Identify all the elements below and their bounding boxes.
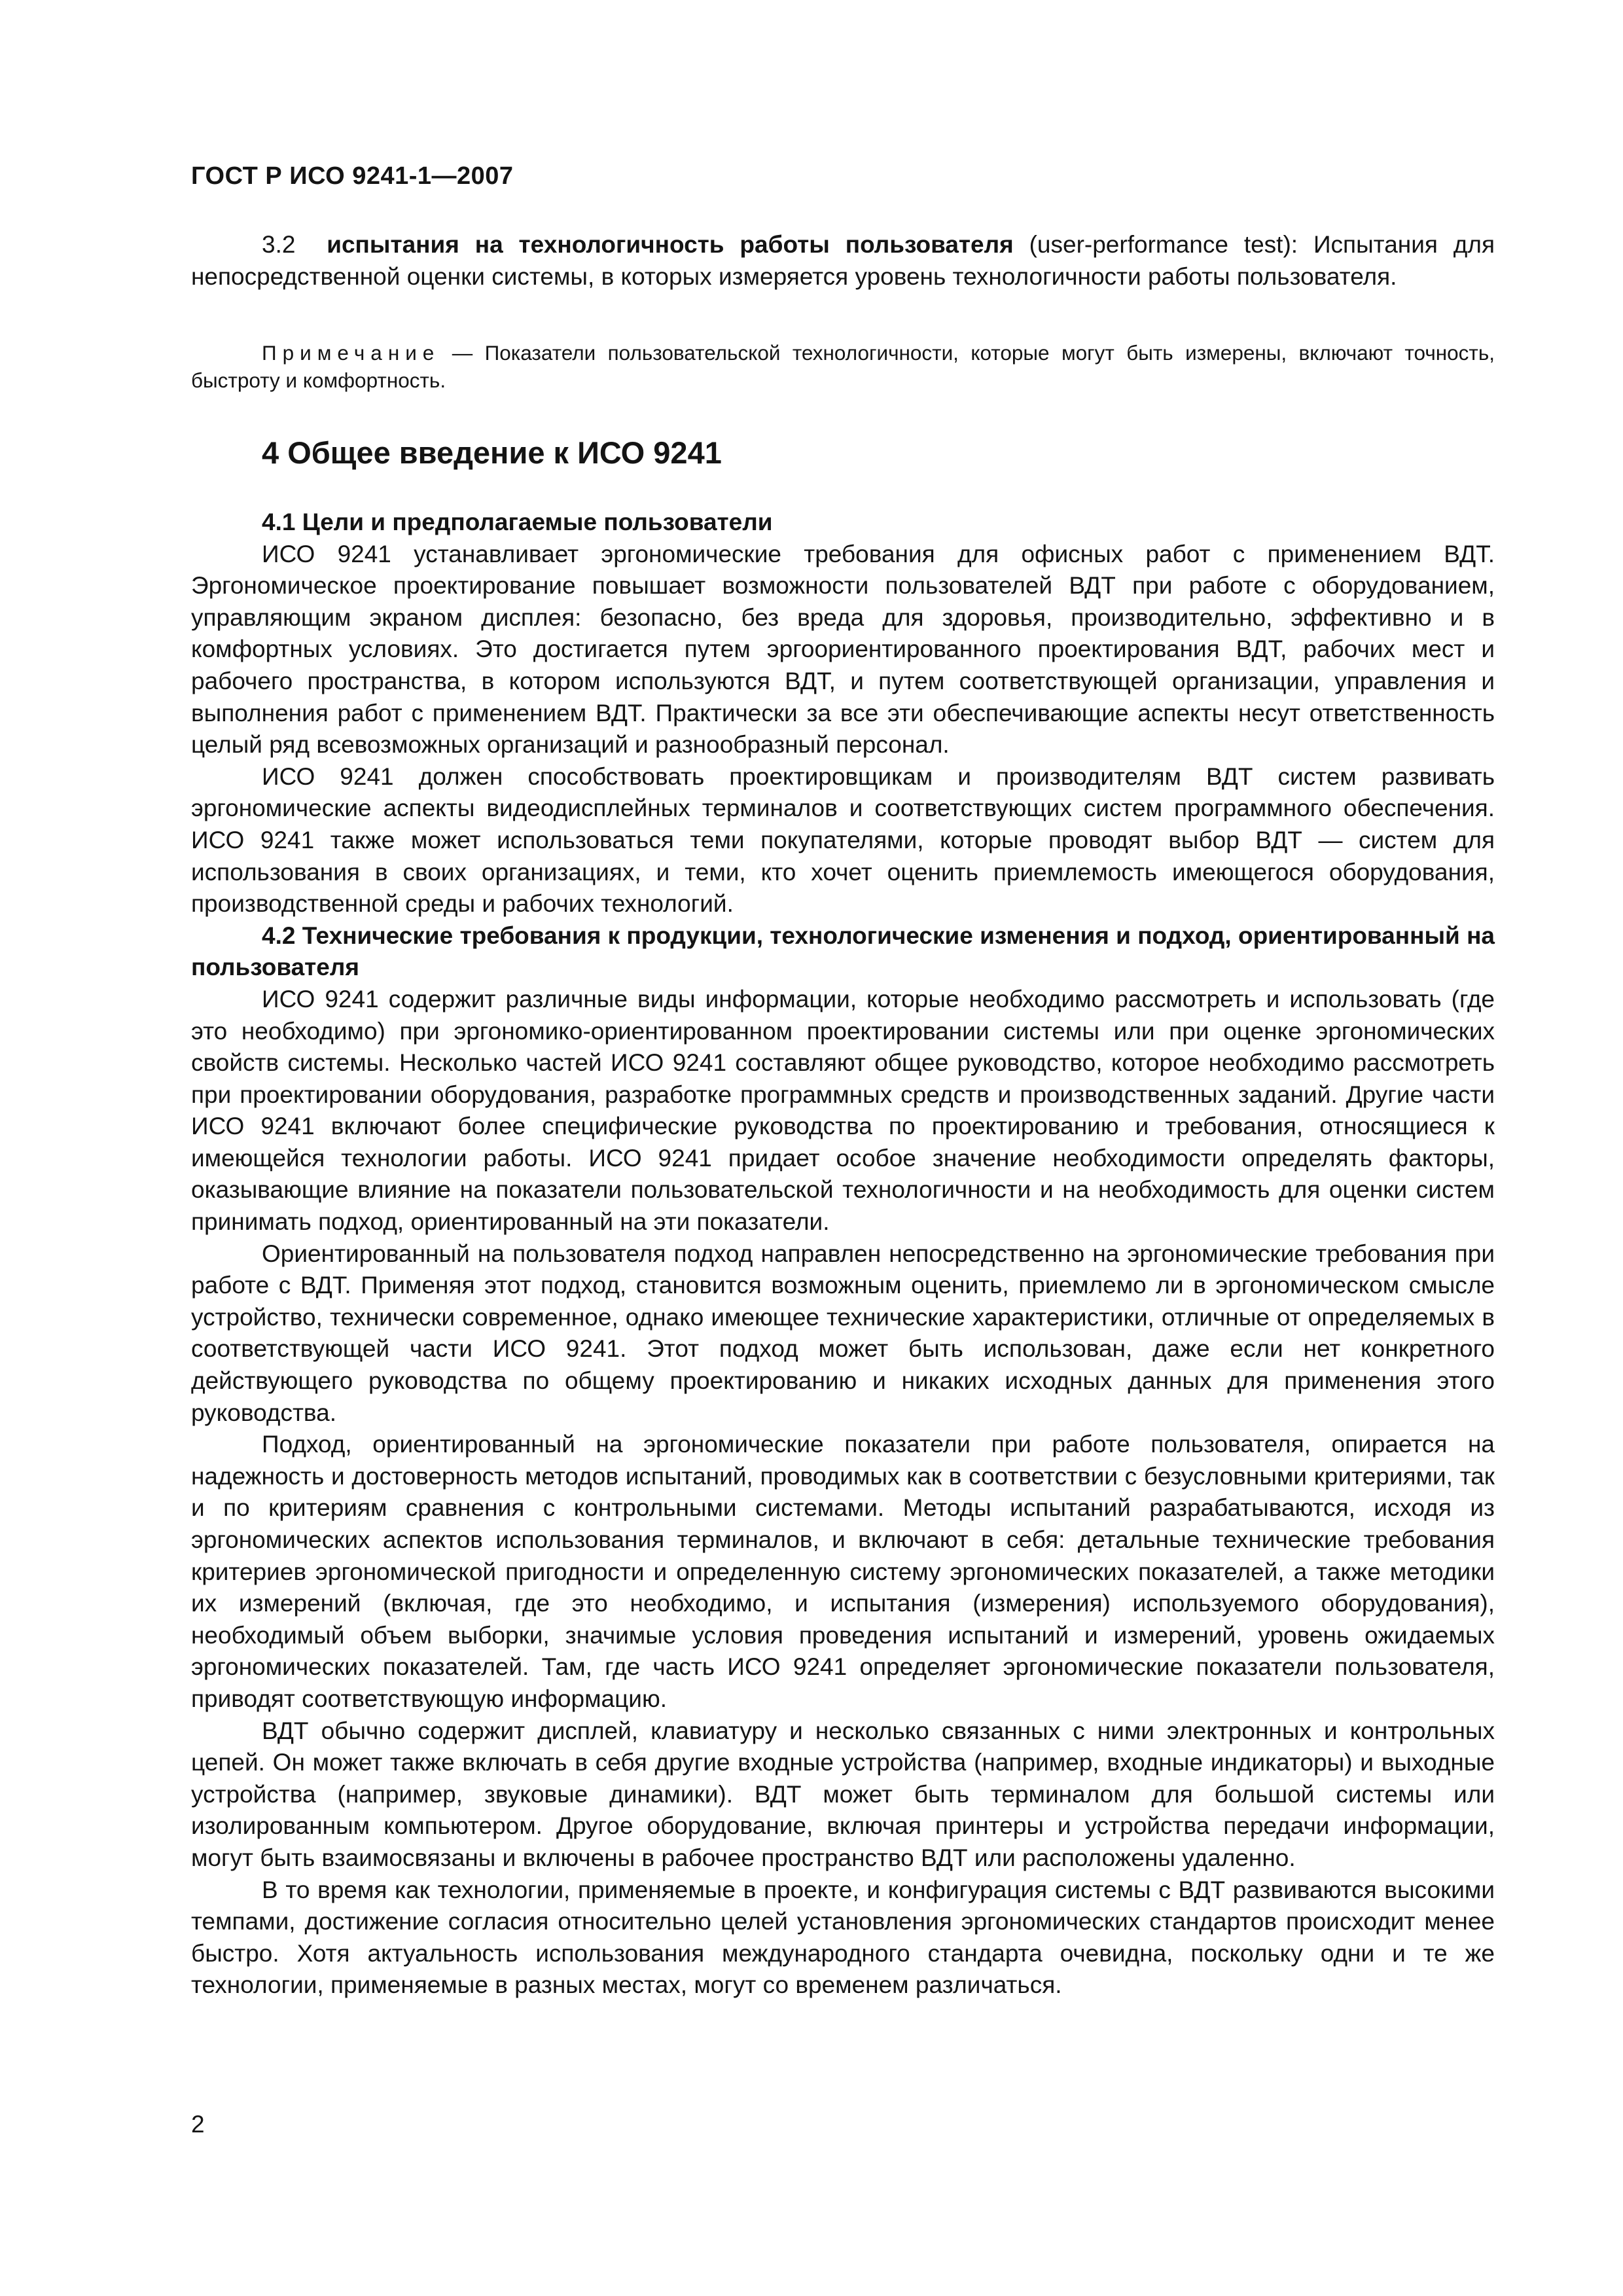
subsection-4-2-paragraph-3: Подход, ориентированный на эргономические показатели при работе пользователя, опирается на надежность и достоверность методов испытаний, проводимых как в соответствии с безусловными критериями, так и по критериям сравнения с контрольными системами. Методы испытаний разрабатываются, исходя из эргономических аспектов использования терминалов, и включают в себя: детальные технические требования критериев эргономической пригодности и определенную систему эргономических показателей, а также методики их измерений (включая, где это необходимо, и испытания (измерения) используемого оборудования), необходимый объем выборки, значимые условия проведения испытаний и измерений, уровень ожидаемых эргономических показателей. Там, где часть ИСО 9241 определяет эргономические показатели пользователя, приводят соответствующую информацию. xyxy=(191,1431,1495,1712)
subsection-4-2-paragraph-2: Ориентированный на пользователя подход направлен непосредственно на эргономические требования при работе с ВДТ. Применяя этот подход, становится возможным оценить, приемлемо ли в эргономическом смысле устройство, технически современное, однако имеющее технические характеристики, отличные от определяемых в соответствующей части ИСО 9241. Этот подход может быть использован, даже если нет конкретного действующего руководства по общему проектированию и никаких исходных данных для применения этого руководства. xyxy=(191,1240,1495,1426)
subsection-4-2-title: 4.2 Технические требования к продукции, технологические изменения и подход, ориентированный на пользователя xyxy=(191,922,1495,981)
term-number: 3.2 xyxy=(262,231,296,258)
document-code-header: ГОСТ Р ИСО 9241-1—2007 xyxy=(191,162,514,190)
note-block xyxy=(191,339,1495,394)
section-4-title: 4 Общее введение к ИСО 9241 xyxy=(262,435,722,470)
note-paragraph xyxy=(191,339,1495,394)
subsection-4-2-paragraph-1: ИСО 9241 содержит различные виды информации, которые необходимо рассмотреть и использовать (где это необходимо) при эргономико-ориентированном проектировании системы или при оценке эргономических свойств системы. Несколько частей ИСО 9241 составляют общее руководство, которое необходимо рассмотреть при проектировании оборудования, разработке программных средств и производственных заданий. Другие части ИСО 9241 включают более специфические руководства по проектированию и требования, относящиеся к имеющейся технологии работы. ИСО 9241 придает особое значение необходимости определять факторы, оказывающие влияние на показатели пользовательской технологичности и на необходимость для оценки систем принимать подход, ориентированный на эти показатели. xyxy=(191,985,1495,1236)
term-name: испытания на технологичность работы пользователя xyxy=(327,231,1014,258)
subsection-4-1-title: 4.1 Цели и предполагаемые пользователи xyxy=(262,509,773,535)
subsection-4-2-paragraph-5: В то время как технологии, применяемые в проекте, и конфигурация системы с ВДТ развиваются высокими темпами, достижение согласия относительно целей установления эргономических стандартов происходит менее быстро. Хотя актуальность использования международного стандарта очевидна, поскольку одни и те же технологии, применяемые в разных местах, могут со временем различаться. xyxy=(191,1876,1495,1999)
section-4-block xyxy=(191,433,1495,473)
note-label: Примечание xyxy=(262,341,440,365)
page-number: 2 xyxy=(191,2111,205,2138)
section-4-body xyxy=(191,507,1495,2001)
term-3-2-paragraph xyxy=(191,229,1495,293)
note-text: — Показатели пользовательской технологичности, которые могут быть измерены, включают точность, быстроту и комфортность. xyxy=(191,341,1495,392)
subsection-4-1-paragraph-1: ИСО 9241 устанавливает эргономические требования для офисных работ с применением ВДТ. Эргономическое проектирование повышает возможности пользователей ВДТ при работе с оборудованием, управляющим экраном дисплея: безопасно, без вреда для здоровья, производительно, эффективно и в комфортных условиях. Это достигается путем эргоориентированного проектирования ВДТ, рабочих мест и рабочего пространства, в котором используются ВДТ, и путем соответствующей организации, управления и выполнения работ с применением ВДТ. Практически за все эти обеспечивающие аспекты несут ответственность целый ряд всевозможных организаций и разнообразный персонал. xyxy=(191,540,1495,759)
term-definition: (user-performance test): Испытания для непосредственной оценки системы, в которых измеряется уровень технологичности работы пользователя. xyxy=(191,231,1495,290)
term-3-2-block xyxy=(191,229,1495,293)
subsection-4-2-paragraph-4: ВДТ обычно содержит дисплей, клавиатуру и несколько связанных с ними электронных и контрольных цепей. Он может также включать в себя другие входные устройства (например, входные индикаторы) и выходные устройства (например, звуковые динамики). ВДТ может быть терминалом для большой системы или изолированным компьютером. Другое оборудование, включая принтеры и устройства передачи информации, могут быть взаимосвязаны и включены в рабочее пространство ВДТ или расположены удаленно. xyxy=(191,1717,1495,1871)
subsection-4-1-paragraph-2: ИСО 9241 должен способствовать проектировщикам и производителям ВДТ систем развивать эргономические аспекты видеодисплейных терминалов и соответствующих систем программного обеспечения. ИСО 9241 также может использоваться теми покупателями, которые проводят выбор ВДТ — систем для использования в своих организациях, и теми, кто хочет оценить приемлемость имеющегося оборудования, производственной среды и рабочих технологий. xyxy=(191,762,1495,918)
